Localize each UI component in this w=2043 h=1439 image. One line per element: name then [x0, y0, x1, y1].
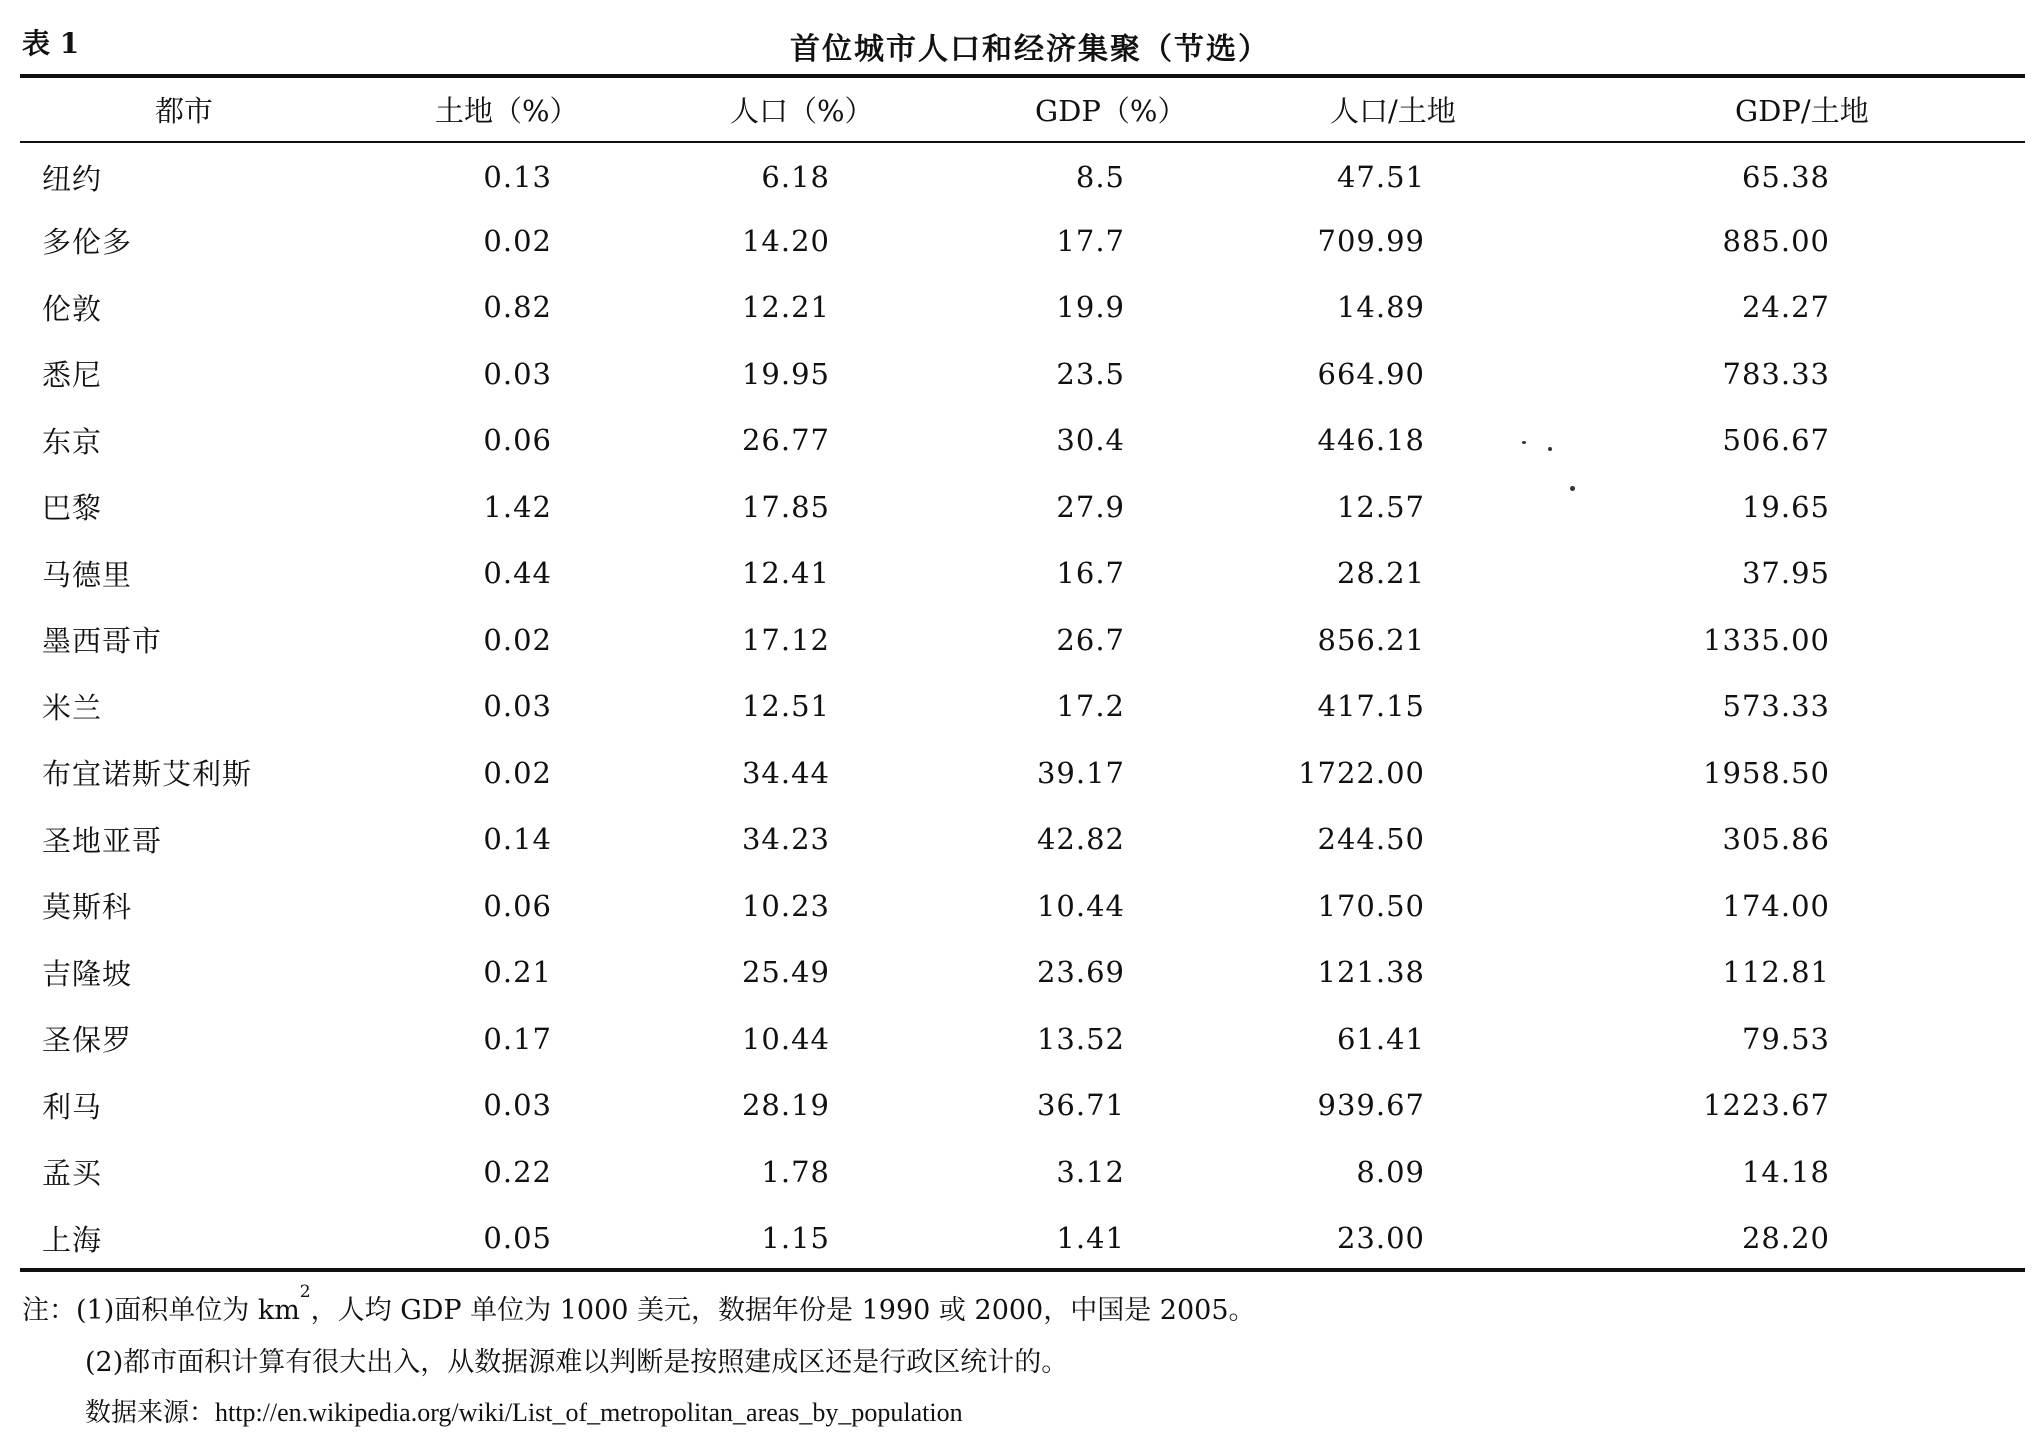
table-row — [20, 141, 2025, 208]
cell-land: 0.05 — [483, 1221, 552, 1256]
table-row — [20, 540, 2025, 607]
cell-population-per-land: 170.50 — [1317, 888, 1425, 923]
cell-population-per-land: 61.41 — [1336, 1021, 1425, 1056]
scan-speck — [1570, 486, 1575, 491]
cell-population: 28.19 — [741, 1088, 830, 1123]
table-row — [20, 673, 2025, 740]
cell-land: 0.03 — [483, 1088, 552, 1123]
cell-city: 多伦多 — [42, 225, 133, 260]
cell-gdp: 13.52 — [1036, 1021, 1125, 1056]
cell-population-per-land: 23.00 — [1336, 1221, 1425, 1256]
cell-population-per-land: 709.99 — [1317, 223, 1425, 258]
table-row — [20, 1139, 2025, 1206]
cell-land: 0.44 — [483, 556, 552, 591]
cell-city: 吉隆坡 — [42, 956, 133, 991]
table-row — [20, 1072, 2025, 1139]
cell-gdp: 3.12 — [1056, 1154, 1125, 1189]
cell-land: 0.02 — [483, 622, 552, 657]
cell-gdp: 19.9 — [1056, 290, 1125, 325]
cell-gdp: 42.82 — [1036, 822, 1125, 857]
cell-gdp: 1.41 — [1056, 1221, 1125, 1256]
cell-gdp: 17.2 — [1056, 689, 1125, 724]
table-row — [20, 873, 2025, 940]
cell-gdp: 39.17 — [1036, 755, 1125, 790]
cell-gdp-per-land: 174.00 — [1722, 888, 1830, 923]
cell-population: 14.20 — [741, 223, 830, 258]
cell-gdp-per-land: 1335.00 — [1703, 622, 1830, 657]
table-row — [20, 1205, 2025, 1272]
cell-city: 利马 — [42, 1089, 103, 1124]
cell-land: 0.17 — [483, 1021, 552, 1056]
cell-gdp: 26.7 — [1056, 622, 1125, 657]
column-header-land: 土地（%） — [435, 94, 579, 128]
cell-land: 0.02 — [483, 223, 552, 258]
cell-city: 孟买 — [42, 1156, 103, 1191]
cell-gdp-per-land: 783.33 — [1722, 356, 1830, 391]
table-row — [20, 607, 2025, 674]
cell-city: 悉尼 — [42, 358, 103, 393]
column-header-gdp: GDP（%） — [1035, 94, 1187, 128]
cell-gdp-per-land: 65.38 — [1741, 160, 1830, 195]
cell-gdp: 36.71 — [1036, 1088, 1125, 1123]
cell-land: 0.22 — [483, 1154, 552, 1189]
cell-land: 0.03 — [483, 689, 552, 724]
cell-city: 莫斯科 — [42, 890, 133, 925]
cell-city: 巴黎 — [42, 491, 103, 526]
cell-population-per-land: 47.51 — [1336, 160, 1425, 195]
note-1-text-cont: ，人均 GDP 单位为 1000 美元，数据年份是 1990 或 2000，中国是 2005。 — [310, 1295, 1256, 1326]
cell-gdp: 16.7 — [1056, 556, 1125, 591]
cell-population-per-land: 121.38 — [1317, 955, 1425, 990]
cell-gdp-per-land: 305.86 — [1722, 822, 1830, 857]
cell-population-per-land: 1722.00 — [1298, 755, 1425, 790]
cell-gdp-per-land: 1958.50 — [1703, 755, 1830, 790]
cell-population: 1.78 — [761, 1154, 830, 1189]
cell-gdp: 10.44 — [1036, 888, 1125, 923]
cell-population: 34.44 — [741, 755, 830, 790]
cell-gdp-per-land: 37.95 — [1741, 556, 1830, 591]
cell-land: 0.13 — [483, 160, 552, 195]
cell-population: 17.85 — [741, 489, 830, 524]
column-header-city: 都市 — [155, 94, 214, 128]
table-row — [20, 806, 2025, 873]
cell-population-per-land: 446.18 — [1317, 423, 1425, 458]
column-header-population: 人口（%） — [730, 94, 874, 128]
cell-population: 12.51 — [741, 689, 830, 724]
cell-population-per-land: 28.21 — [1336, 556, 1425, 591]
cell-gdp-per-land: 885.00 — [1722, 223, 1830, 258]
cell-population: 17.12 — [741, 622, 830, 657]
cell-population-per-land: 12.57 — [1336, 489, 1425, 524]
table-body — [20, 141, 2025, 1272]
cell-gdp-per-land: 506.67 — [1722, 423, 1830, 458]
cell-land: 0.21 — [483, 955, 552, 990]
cell-population-per-land: 856.21 — [1317, 622, 1425, 657]
cell-city: 纽约 — [42, 161, 103, 196]
cell-gdp-per-land: 573.33 — [1722, 689, 1830, 724]
cell-population: 1.15 — [761, 1221, 830, 1256]
cell-population: 34.23 — [741, 822, 830, 857]
cell-population-per-land: 664.90 — [1317, 356, 1425, 391]
cell-land: 0.06 — [483, 423, 552, 458]
cell-city: 东京 — [42, 424, 103, 459]
cell-gdp: 23.69 — [1036, 955, 1125, 990]
cell-land: 1.42 — [483, 489, 552, 524]
cell-gdp: 8.5 — [1075, 160, 1125, 195]
data-source-url: http://en.wikipedia.org/wiki/List_of_metropolitan_areas_by_population — [215, 1398, 963, 1427]
cell-land: 0.03 — [483, 356, 552, 391]
cell-city: 马德里 — [42, 557, 133, 592]
table-row — [20, 740, 2025, 807]
cell-gdp-per-land: 14.18 — [1741, 1154, 1830, 1189]
column-header-gdp-per-land: GDP/土地 — [1735, 94, 1869, 128]
cell-gdp-per-land: 79.53 — [1741, 1021, 1830, 1056]
table-title: 首位城市人口和经济集聚（节选） — [790, 32, 1270, 67]
note-1-text: 注：(1)面积单位为 km — [22, 1295, 300, 1326]
cell-population-per-land: 417.15 — [1317, 689, 1425, 724]
cell-land: 0.06 — [483, 888, 552, 923]
cell-city: 圣保罗 — [42, 1023, 133, 1058]
cell-population-per-land: 244.50 — [1317, 822, 1425, 857]
data-source-label: 数据来源： — [85, 1398, 216, 1428]
data-table — [20, 78, 2025, 1272]
cell-population-per-land: 939.67 — [1317, 1088, 1425, 1123]
cell-population: 25.49 — [741, 955, 830, 990]
cell-gdp: 30.4 — [1056, 423, 1125, 458]
cell-gdp-per-land: 1223.67 — [1703, 1088, 1830, 1123]
cell-gdp-per-land: 28.20 — [1741, 1221, 1830, 1256]
cell-population-per-land: 14.89 — [1336, 290, 1425, 325]
table-row — [20, 341, 2025, 408]
data-source — [85, 1392, 963, 1429]
cell-gdp: 17.7 — [1056, 223, 1125, 258]
cell-gdp-per-land: 112.81 — [1722, 955, 1830, 990]
table-row — [20, 274, 2025, 341]
cell-population: 6.18 — [761, 160, 830, 195]
cell-city: 米兰 — [42, 690, 103, 725]
scan-speck — [1522, 441, 1526, 444]
cell-gdp-per-land: 24.27 — [1741, 290, 1830, 325]
cell-population: 12.41 — [741, 556, 830, 591]
note-1 — [22, 1282, 1256, 1327]
cell-gdp: 27.9 — [1056, 489, 1125, 524]
cell-population: 12.21 — [741, 290, 830, 325]
table-row — [20, 407, 2025, 474]
cell-city: 上海 — [42, 1222, 103, 1257]
cell-population: 26.77 — [741, 423, 830, 458]
note-1-superscript: 2 — [299, 1282, 311, 1302]
header-row — [20, 78, 2025, 141]
scan-speck — [1548, 447, 1552, 451]
table-row — [20, 1006, 2025, 1073]
cell-land: 0.02 — [483, 755, 552, 790]
table-row — [20, 939, 2025, 1006]
cell-land: 0.14 — [483, 822, 552, 857]
cell-gdp-per-land: 19.65 — [1741, 489, 1830, 524]
cell-city: 圣地亚哥 — [42, 823, 163, 858]
table-row — [20, 474, 2025, 541]
cell-population: 19.95 — [741, 356, 830, 391]
cell-population-per-land: 8.09 — [1356, 1154, 1425, 1189]
cell-city: 布宜诺斯艾利斯 — [42, 757, 253, 792]
note-2: (2)都市面积计算有很大出入，从数据源难以判断是按照建成区还是行政区统计的。 — [85, 1347, 1069, 1378]
cell-city: 伦敦 — [42, 291, 103, 326]
column-header-population-per-land: 人口/土地 — [1330, 94, 1456, 128]
cell-gdp: 23.5 — [1056, 356, 1125, 391]
cell-land: 0.82 — [483, 290, 552, 325]
cell-population: 10.23 — [741, 888, 830, 923]
cell-population: 10.44 — [741, 1021, 830, 1056]
table-row — [20, 208, 2025, 275]
table-label: 表 1 — [22, 27, 80, 60]
cell-city: 墨西哥市 — [42, 624, 163, 659]
